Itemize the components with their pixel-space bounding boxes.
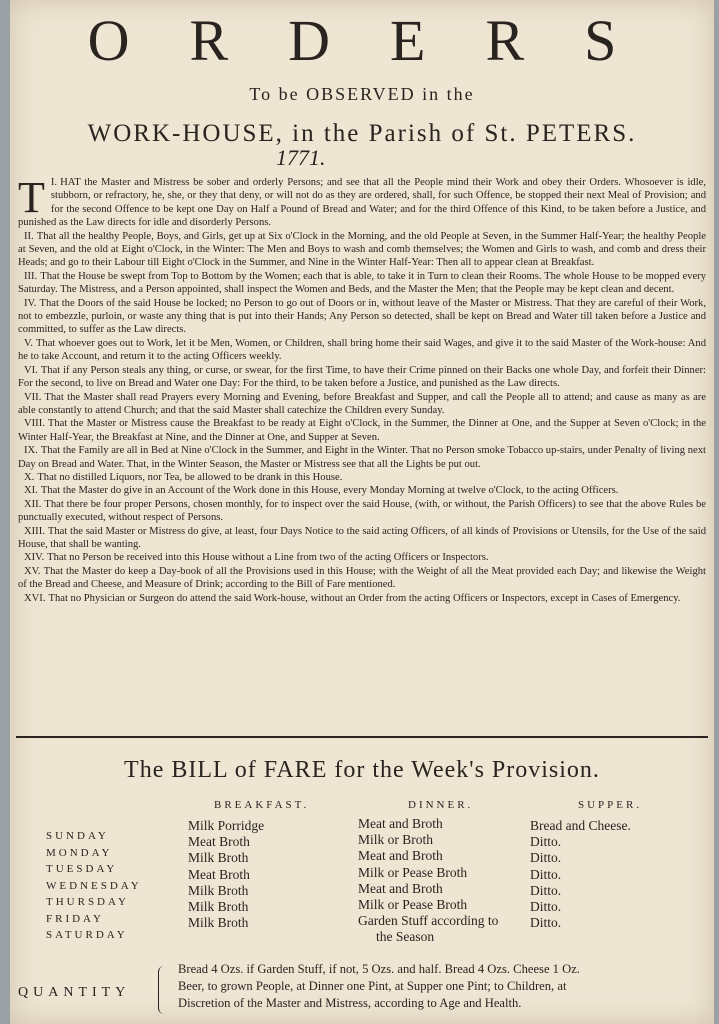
rule-number: IX.: [24, 445, 38, 457]
dinner-item: Meat and Broth: [358, 880, 443, 896]
dinner-item: Milk or Pease Broth: [358, 897, 468, 913]
breakfast-column: [188, 818, 264, 931]
rule-item: [18, 337, 706, 364]
rule-number: XIII.: [24, 525, 45, 537]
page-title: ORDERS: [87, 8, 677, 73]
rule-item: [18, 297, 706, 337]
dinner-item: the Season: [376, 929, 435, 945]
supper-item: Ditto.: [530, 882, 562, 898]
breakfast-item: Milk Porridge: [188, 818, 265, 833]
rule-text: That no Person be received into this House without a Line from two of the acting Officers or Inspectors.: [47, 552, 489, 564]
rule-number: I.: [50, 177, 58, 188]
breakfast-item: Milk Broth: [188, 882, 249, 898]
drop-cap: T: [18, 173, 45, 222]
rule-text: That the said Master or Mistress do give, at least, four Days Notice to the said acting Officers, of all kinds of Provisions or Utensils, for the Use of the said House, that shall be wanting.: [18, 525, 706, 550]
supper-item: Ditto.: [530, 915, 562, 931]
rule-number: VIII.: [24, 418, 45, 430]
dinner-header: DINNER.: [408, 799, 474, 811]
breakfast-item: Meat Broth: [188, 834, 250, 850]
rule-number: XI.: [24, 485, 38, 497]
rule-text: That the Master or Mistress cause the Breakfast to be ready at Eight o'Clock, in the Summer, the Dinner at One, and the Supper at Seven o'Clock; in the Winter Half-Year, the Breakfast at Nine, and the Dinner at One, and Supper at Seven.: [18, 418, 706, 443]
rule-number: III.: [24, 270, 38, 282]
rule-item: [18, 525, 706, 552]
rule-number: XIV.: [24, 552, 45, 564]
dinner-item: Garden Stuff according to: [358, 913, 499, 929]
rule-text: That the House be swept from Top to Bottom by the Women; each that is able, to take it in Turn to clean their Rooms. The whole House to be mopped every Saturday. The Mistress, and a Person appointed, shall inspect the Women and Beds, and the Master the Men; that the People may be kept clean and decent.: [18, 270, 706, 296]
rule-item: [18, 230, 706, 270]
rule-text: That there be four proper Persons, chosen monthly, for to inspect over the said House, (with, or without, the Parish Officers) to see that the above Rules be punctually executed, without respect of Persons.: [18, 498, 706, 524]
rule-text: That if any Person steals any thing, or curse, or swear, for the first Time, to have their Crime pinned on their Backs one whole Day, and forfeit their Dinner: For the second, to live on Bread and Water one Day: For the third, to be taken before a Justice, and punished as the Law directs.: [18, 364, 706, 390]
rule-item: [18, 173, 706, 230]
rule-text: That the Master shall read Prayers every Morning and Evening, before Breakfast and Supper, and call the People all to attend; and cause as many as are able constantly to attend Church; and that the said Master shall catechize the Children every Sunday.: [18, 391, 706, 416]
rules-list: [18, 173, 706, 605]
breakfast-item: Meat Broth: [188, 866, 250, 882]
quantity-line: Bread 4 Ozs. if Garden Stuff, if not, 5 Ozs. and half. Bread 4 Ozs. Cheese 1 Oz.: [178, 962, 580, 976]
rule-text: HAT the Master and Mistress be sober and orderly Persons; and see that all the People mind their Work and obey their Orders. Whosoever is idle, stubborn, or refractory, he, she, or they that deny, or will not do as they are ordered, shall, for such Offence, be stopped their next Meal of Provision; and for the second Offence to be kept one Day on Half a Pound of Bread and Water; and for the third Offence of this Kind, to be taken before a Justice, and punished as the Law directs for idle and disorderly Persons.: [18, 177, 706, 229]
day-label: SUNDAY: [46, 830, 109, 842]
rule-item: [18, 364, 706, 391]
rule-item: [18, 471, 706, 484]
rule-number: II.: [24, 230, 34, 242]
day-label: SATURDAY: [46, 929, 128, 941]
rule-item: [18, 444, 706, 471]
rule-item: [18, 484, 706, 497]
rule-item: [18, 391, 706, 418]
rule-number: XV.: [24, 565, 41, 577]
rule-text: That the Family are all in Bed at Nine o'Clock in the Summer, and Eight in the Winter. That no Person smoke Tobacco up-stairs, under Penalty of living next Day on Bread and Water. That, in the Winter Season, the Master or Mistress see that all the Lights be put out.: [18, 445, 706, 470]
supper-item: Ditto.: [530, 899, 562, 915]
dinner-item: Meat and Broth: [358, 816, 443, 831]
quantity-text: [178, 961, 708, 1012]
rule-text: That no distilled Liquors, nor Tea, be allowed to be drank in this House.: [37, 471, 343, 483]
dinner-item: Meat and Broth: [358, 848, 443, 864]
day-label: THURSDAY: [46, 896, 129, 908]
rule-number: IV.: [24, 297, 37, 309]
supper-item: Ditto.: [530, 866, 562, 882]
supper-item: Bread and Cheese.: [530, 818, 631, 833]
rule-text: That all the healthy People, Boys, and Girls, get up at Six o'Clock in the Morning, and the old People at Seven, in the Summer Half-Year; the healthy People at Seven, and the old at Eight o'Clock, in the Winter: The Men and Boys to wash and comb themselves; the Women and Girls to wash, and comb and dress their Heads; and go to their Labour till Eight o'Clock in the Summer, and Nine in the Winter Half-Year: Then all to appear clean at Breakfast.: [18, 230, 706, 269]
supper-column: [530, 818, 631, 931]
day-label: MONDAY: [46, 846, 113, 859]
quantity-line: Discretion of the Master and Mistress, according to Age and Health.: [178, 996, 522, 1010]
rule-text: That the Master do give in an Account of the Work done in this House, every Monday Morning at twelve o'Clock, to the acting Officers.: [40, 485, 619, 497]
rule-item: [18, 592, 706, 605]
rule-text: That whoever goes out to Work, let it be Men, Women, or Children, shall bring home their said Wages, and give it to the said Master of the Work-house: And he to take Account, and return it to the acting Officers weekly.: [18, 337, 706, 363]
rule-item: [18, 270, 706, 297]
handwritten-year: 1771.: [276, 145, 326, 170]
rule-text: That the Doors of the said House be locked; no Person to go out of Doors or in, without leave of the Master or Mistress. That they are careful of their Work, not to embezzle, purloin, or waste any thing that is put into their Hands; Any Person so detected, shall be kept on Bread and Water till taken before a Justice and committed, to suffer as the Law directs.: [18, 297, 706, 336]
rule-number: XVI.: [24, 592, 46, 604]
rule-item: [18, 417, 706, 444]
dinner-item: Milk or Broth: [358, 832, 434, 848]
broadsheet-page: [10, 0, 714, 1024]
rule-item: [18, 498, 706, 525]
brace-icon: [158, 966, 169, 1014]
supper-header: SUPPER.: [578, 799, 643, 811]
rule-number: V.: [24, 337, 33, 349]
breakfast-item: Milk Broth: [188, 899, 249, 915]
day-label: TUESDAY: [46, 863, 118, 875]
rule-item: [18, 551, 706, 564]
subtitle: To be OBSERVED in the: [249, 84, 475, 104]
section-divider: [16, 736, 708, 738]
day-label: FRIDAY: [46, 912, 104, 925]
day-label: WEDNESDAY: [46, 879, 142, 892]
bill-of-fare-title: The BILL of FARE for the Week's Provision.: [124, 757, 600, 783]
supper-item: Ditto.: [530, 850, 562, 866]
rule-item: [18, 565, 706, 592]
location-heading: WORK-HOUSE, in the Parish of St. PETERS.: [87, 120, 637, 147]
breakfast-item: Milk Broth: [188, 850, 249, 866]
rule-text: That no Physician or Surgeon do attend the said Work-house, without an Order from the acting Officers or Inspectors, except in Cases of Emergency.: [48, 592, 681, 604]
supper-item: Ditto.: [530, 834, 562, 850]
rule-number: VI.: [24, 364, 38, 376]
quantity-line: Beer, to grown People, at Dinner one Pint, at Supper one Pint; to Children, at: [178, 979, 567, 993]
breakfast-header: BREAKFAST.: [214, 799, 310, 811]
rule-number: VII.: [24, 391, 42, 403]
rule-number: X.: [24, 471, 35, 483]
dinner-column: [358, 816, 498, 946]
dinner-item: Milk or Pease Broth: [358, 864, 468, 880]
quantity-label: QUANTITY: [18, 985, 131, 1000]
rule-number: XII.: [24, 498, 42, 510]
breakfast-item: Milk Broth: [188, 915, 249, 931]
days-column: [46, 828, 142, 944]
rule-text: That the Master do keep a Day-book of all the Provisions used in this House; with the Weight of all the Meat provided each Day; and likewise the Weight of the Bread and Cheese, and Measure of Drink; according to the Bill of Fare mentioned.: [18, 565, 706, 591]
